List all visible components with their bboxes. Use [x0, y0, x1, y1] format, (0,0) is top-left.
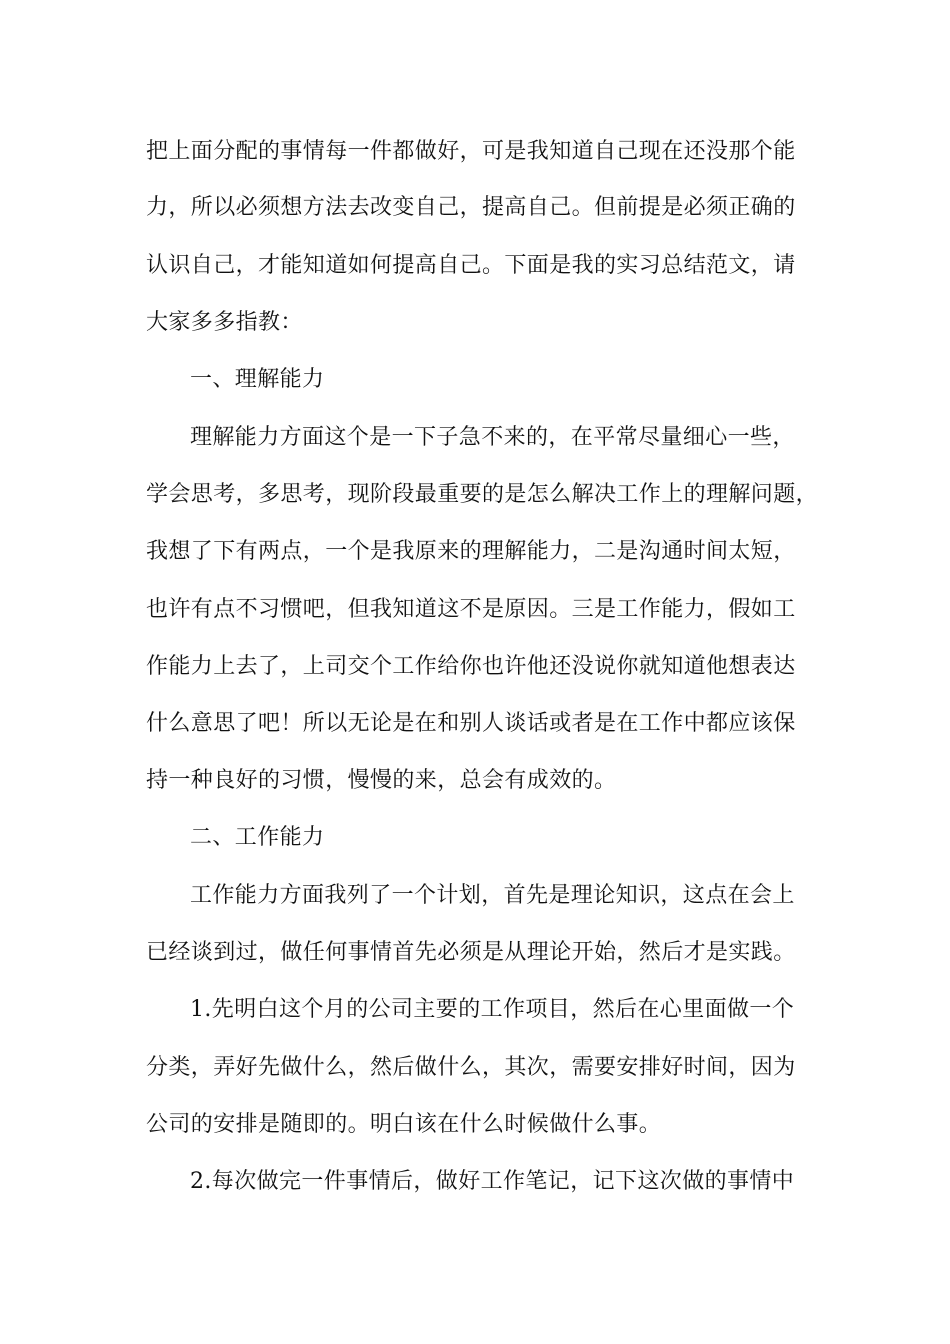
- section-heading: 一、理解能力: [190, 367, 325, 392]
- body-text-line: 工作能力方面我列了一个计划，首先是理论知识，这点在会上: [190, 883, 795, 908]
- body-text-line: 理解能力方面这个是一下子急不来的，在平常尽量细心一些，: [190, 425, 795, 450]
- list-item-line: 2.每次做完一件事情后，做好工作笔记，记下这次做的事情中: [190, 1169, 795, 1194]
- body-text-line: 持一种良好的习惯，慢慢的来，总会有成效的。: [146, 768, 617, 793]
- body-text-line: 什么意思了吧！所以无论是在和别人谈话或者是在工作中都应该保: [146, 711, 796, 736]
- body-text-line: 力，所以必须想方法去改变自己，提高自己。但前提是必须正确的: [146, 195, 796, 220]
- body-text-line: 作能力上去了，上司交个工作给你也许他还没说你就知道他想表达: [146, 654, 796, 679]
- body-text-line: 把上面分配的事情每一件都做好，可是我知道自己现在还没那个能: [146, 139, 796, 164]
- body-text-line: 学会思考，多思考，现阶段最重要的是怎么解决工作上的理解问题，: [146, 482, 819, 507]
- body-text-line: 认识自己，才能知道如何提高自己。下面是我的实习总结范文，请: [146, 253, 796, 278]
- list-item-line: 公司的安排是随即的。明白该在什么时候做什么事。: [146, 1112, 662, 1137]
- list-item-line: 1.先明白这个月的公司主要的工作项目，然后在心里面做一个: [190, 997, 795, 1022]
- body-text-line: 我想了下有两点，一个是我原来的理解能力，二是沟通时间太短，: [146, 539, 796, 564]
- list-item-line: 分类，弄好先做什么，然后做什么，其次，需要安排好时间，因为: [146, 1055, 796, 1080]
- body-text-line: 也许有点不习惯吧，但我知道这不是原因。三是工作能力，假如工: [146, 597, 796, 622]
- section-heading: 二、工作能力: [190, 825, 325, 850]
- body-text-line: 已经谈到过，做任何事情首先必须是从理论开始，然后才是实践。: [146, 940, 796, 965]
- body-text-line: 大家多多指教：: [146, 310, 303, 335]
